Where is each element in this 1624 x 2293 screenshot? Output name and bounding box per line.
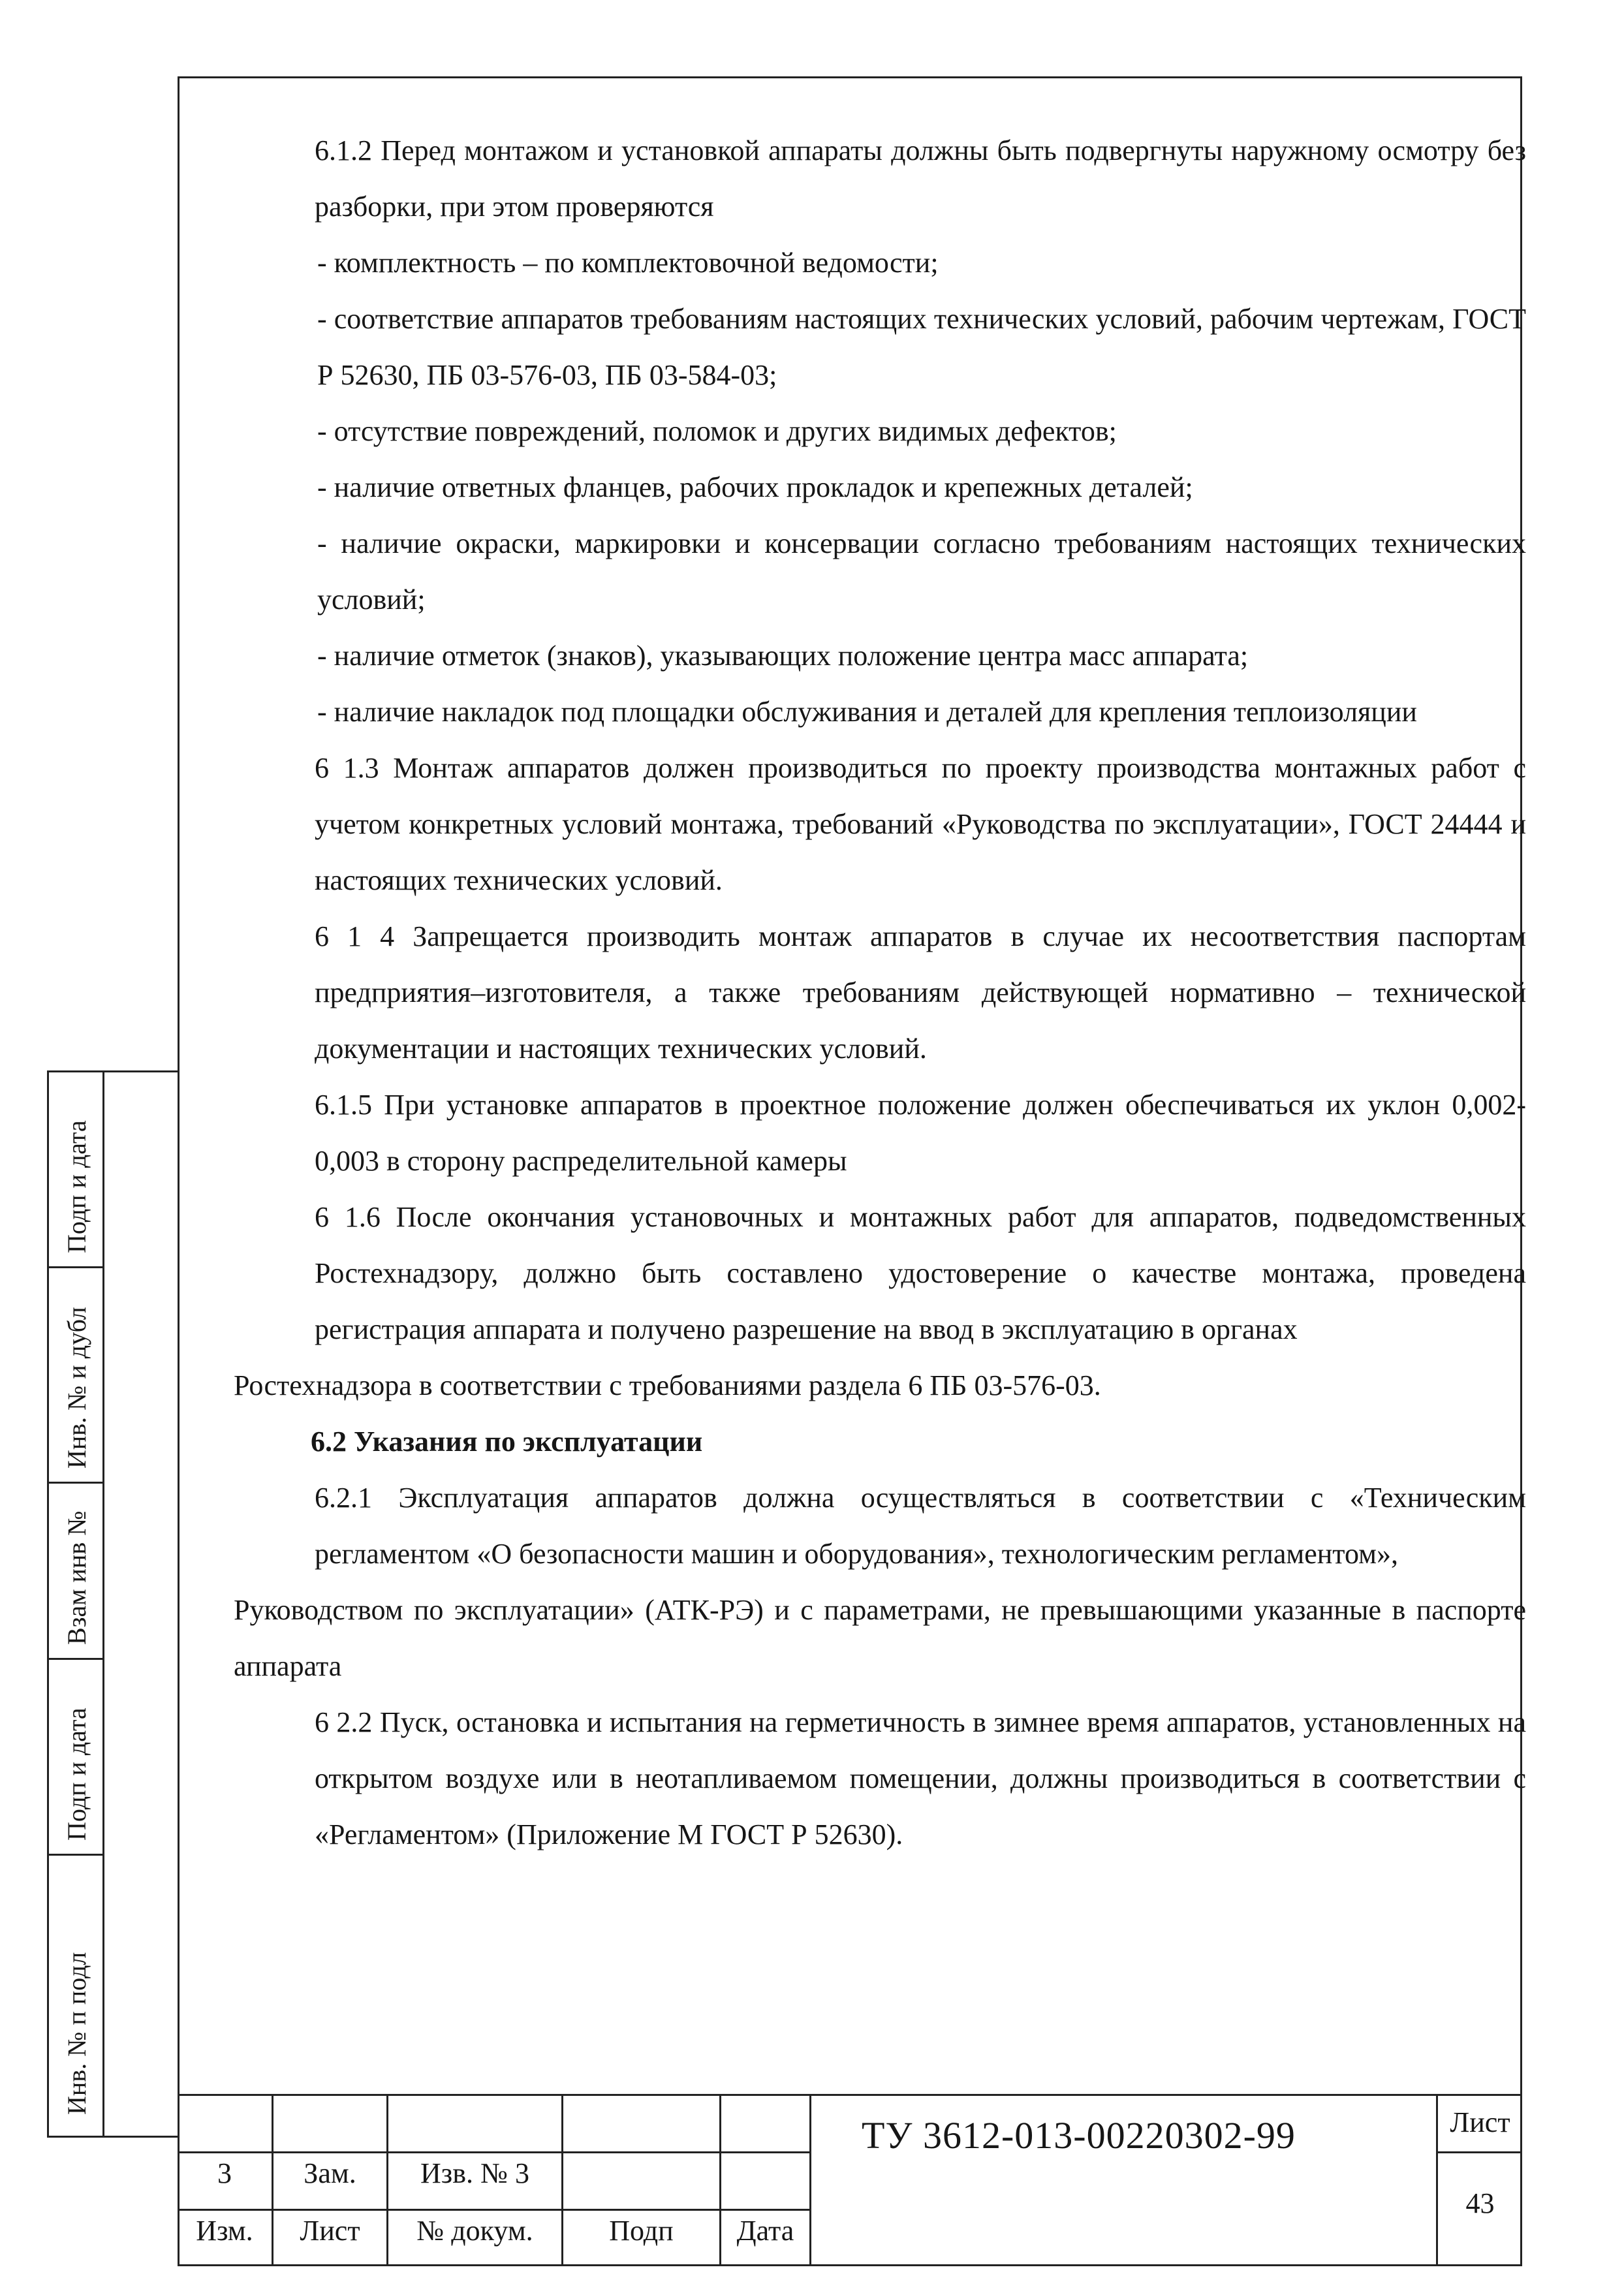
tb-line — [178, 2094, 1522, 2096]
tb-header-list: Лист — [300, 2215, 360, 2247]
tb-header-data: Дата — [736, 2215, 794, 2247]
tb-line — [1436, 2151, 1522, 2153]
para-6-1-6-cont: Ростехнадзора в соответствии с требованиями раздела 6 ПБ 03-576-03. — [234, 1369, 1101, 1401]
side-label-podp-data-1: Подп и дата — [62, 1120, 91, 1253]
para-6-1-6: 6 1.6 После окончания установочных и монтажных работ для аппаратов, подведомственных Ростехнадзору, должно быть составлено удостоверение о качестве монтажа, проведена регистрация аппарата и получено разрешение на ввод в эксплуатацию в органах — [315, 1201, 1526, 1345]
side-label-inv-podl: Инв. № п подл — [62, 1952, 91, 2115]
side-divider — [47, 1658, 104, 1660]
section-heading-6-2: 6.2 Указания по эксплуатации — [311, 1426, 703, 1458]
tb-header-izm: Изм. — [196, 2215, 253, 2247]
tb-header-podp: Подп — [609, 2215, 674, 2247]
tb-sheet-label: Лист — [1450, 2106, 1510, 2138]
side-label-vzam-inv: Взам инв № — [62, 1510, 91, 1645]
para-6-2-2: 6 2.2 Пуск, остановка и испытания на герметичность в зимнее время аппаратов, установленных на открытом воздухе или в неотапливаемом помещении, должны производиться в соответствии с «Регламентом» (Приложение М ГОСТ Р 52630). — [315, 1706, 1526, 1850]
side-label-podp-data-2: Подп и дата — [62, 1708, 91, 1841]
bullet-no-damage: - отсутствие повреждений, поломок и других видимых дефектов; — [317, 415, 1117, 447]
para-6-1-3: 6 1.3 Монтаж аппаратов должен производиться по проекту производства монтажных работ с учетом конкретных условий монтажа, требований «Руководства по эксплуатации», ГОСТ 24444 и настоящих технических условий. — [315, 752, 1526, 896]
document-code: ТУ 3612-013-00220302-99 — [862, 2114, 1296, 2157]
title-block — [178, 2094, 1522, 2266]
side-stamp — [47, 1070, 178, 2138]
para-6-2-1-cont: Руководством по эксплуатации» (АТК-РЭ) и с параметрами, не превышающими указанные в паспорте аппарата — [234, 1594, 1526, 1682]
tb-line — [809, 2094, 811, 2266]
tb-rev-doc: Изв. № 3 — [420, 2157, 529, 2189]
para-6-1-2: 6.1.2 Перед монтажом и установкой аппараты должны быть подвергнуты наружному осмотру без разборки, при этом проверяются — [315, 134, 1526, 223]
tb-header-doc: № докум. — [416, 2215, 533, 2247]
bullet-painting: - наличие окраски, маркировки и консервации согласно требованиям настоящих технических условий; — [317, 527, 1526, 616]
side-divider — [47, 1482, 104, 1484]
tb-rev-num: 3 — [217, 2157, 232, 2189]
bullet-flanges: - наличие ответных фланцев, рабочих прокладок и крепежных деталей; — [317, 471, 1193, 503]
bullet-marks: - наличие отметок (знаков), указывающих положение центра масс аппарата; — [317, 640, 1249, 672]
side-divider — [47, 1266, 104, 1268]
tb-sheet-number: 43 — [1465, 2187, 1495, 2219]
side-label-inv-dubl: Инв. № и дубл — [62, 1307, 91, 1469]
document-body — [234, 123, 1526, 1863]
bullet-completeness: - комплектность – по комплектовочной ведомости; — [317, 247, 939, 279]
para-6-2-1: 6.2.1 Эксплуатация аппаратов должна осуществляться в соответствии с «Техническим регламентом «О безопасности машин и оборудования», технологическим регламентом», — [315, 1482, 1526, 1570]
tb-rev-zam: Зам. — [304, 2157, 356, 2189]
bullet-pads: - наличие накладок под площадки обслуживания и деталей для крепления теплоизоляции — [317, 696, 1417, 728]
side-divider — [47, 1854, 104, 1856]
para-6-1-5: 6.1.5 При установке аппаратов в проектное положение должен обеспечиваться их уклон 0,002-0,003 в сторону распределительной камеры — [315, 1089, 1526, 1177]
para-6-1-4: 6 1 4 Запрещается производить монтаж аппаратов в случае их несоответствия паспортам предприятия–изготовителя, а также требованиям действующей нормативно – технической документации и настоящих технических условий. — [315, 920, 1526, 1065]
bullet-conformity: - соответствие аппаратов требованиям настоящих технических условий, рабочим чертежам, ГОСТ Р 52630, ПБ 03-576-03, ПБ 03-584-03; — [317, 303, 1526, 391]
